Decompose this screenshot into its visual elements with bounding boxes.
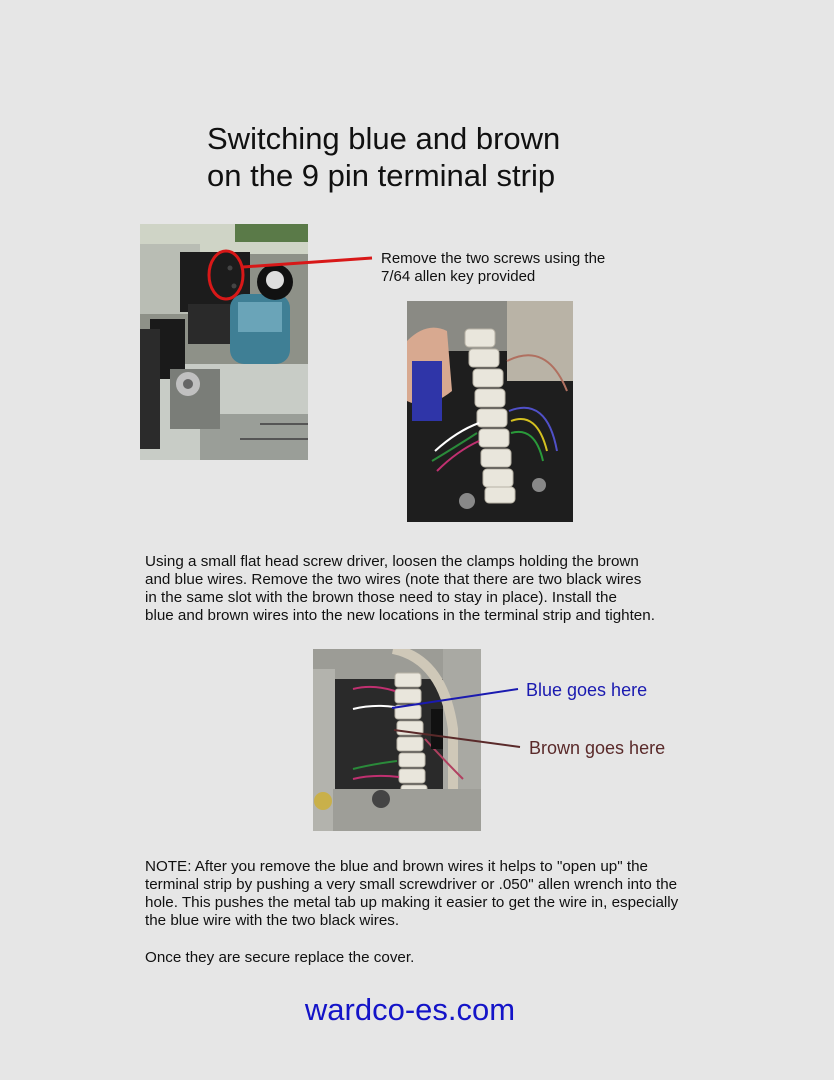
instruction-line: in the same slot with the brown those need to stay in place). Install the — [145, 589, 617, 606]
brown-goes-here-label: Brown goes here — [529, 738, 666, 758]
remove-screws-caption — [381, 250, 605, 286]
blue-goes-here-label: Blue goes here — [526, 680, 648, 700]
loosen-clamps-instructions — [145, 553, 655, 625]
note-line: NOTE: After you remove the blue and brown wires it helps to "open up" the — [145, 858, 648, 875]
note-line: the blue wire with the two black wires. — [145, 912, 400, 929]
footer — [0, 992, 834, 1028]
note-line: hole. This pushes the metal tab up making it easier to get the wire in, especially — [145, 894, 679, 911]
title-line-1: Switching blue and brown — [207, 121, 561, 156]
instruction-line: blue and brown wires into the new locations in the terminal strip and tighten. — [145, 607, 655, 624]
instruction-line: and blue wires. Remove the two wires (note that there are two black wires — [145, 571, 642, 588]
note-line: terminal strip by pushing a very small screwdriver or .050" allen wrench into the — [145, 876, 678, 893]
motor-cover-photo — [140, 224, 308, 460]
website-link[interactable]: wardco-es.com — [304, 992, 516, 1027]
title-line-2: on the 9 pin terminal strip — [207, 158, 556, 193]
terminal-strip-photo — [407, 301, 573, 522]
closing-instruction: Once they are secure replace the cover. — [145, 949, 415, 966]
caption-line-2: 7/64 allen key provided — [381, 268, 536, 285]
page-title — [207, 120, 560, 194]
note-paragraph — [145, 858, 678, 930]
caption-line-1: Remove the two screws using the — [381, 250, 606, 267]
instruction-line: Using a small flat head screw driver, loosen the clamps holding the brown — [145, 553, 639, 570]
wire-placement-photo — [313, 649, 481, 831]
